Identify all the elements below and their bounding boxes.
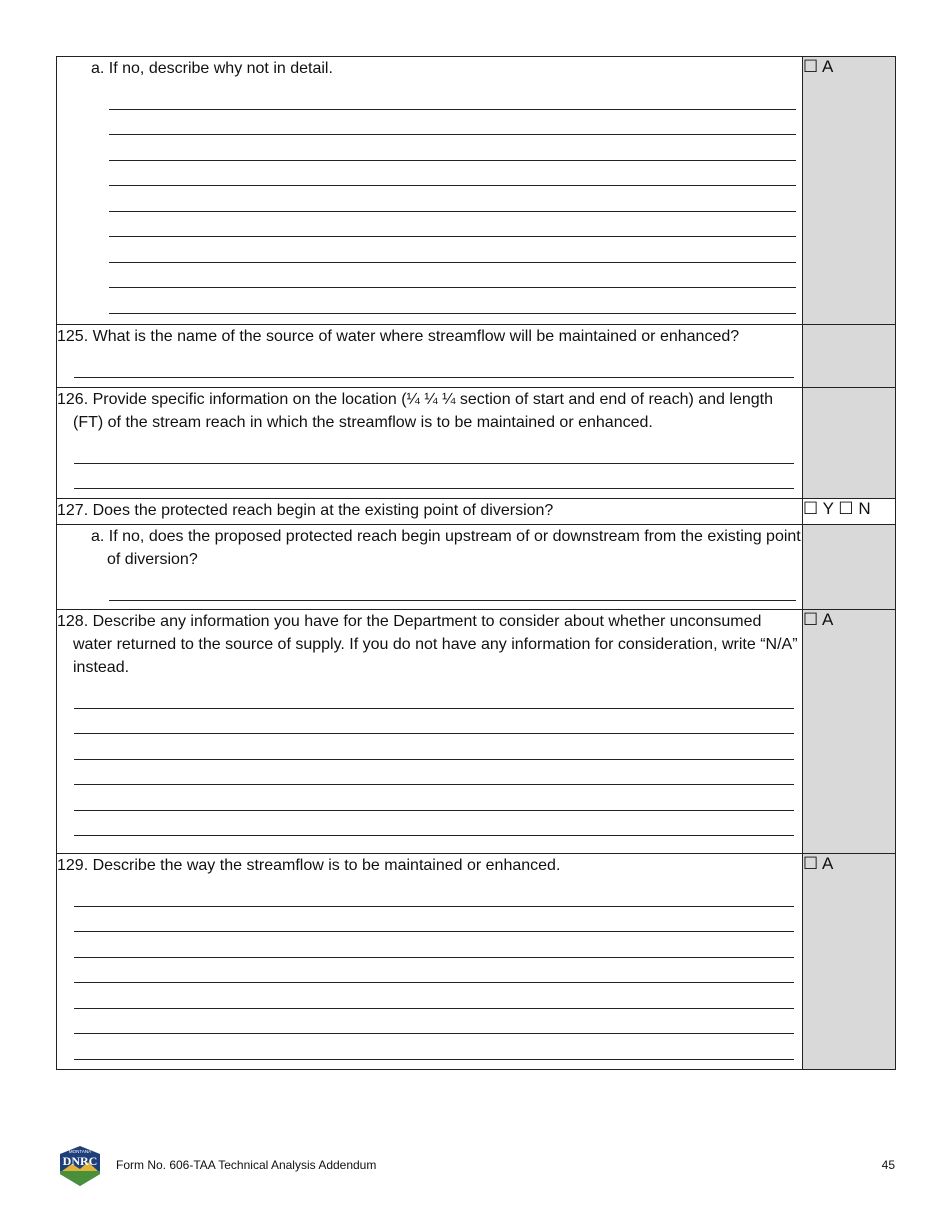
side-cell [803, 499, 896, 525]
logo-text: DNRC [62, 1154, 98, 1168]
answer-line[interactable] [109, 263, 796, 289]
answer-line[interactable] [109, 288, 796, 314]
answer-line[interactable] [109, 575, 796, 601]
answer-lines[interactable] [109, 575, 796, 601]
answer-line[interactable] [109, 84, 796, 110]
question-cell [57, 499, 803, 525]
side-cell [803, 610, 896, 854]
answer-line[interactable] [74, 683, 794, 709]
answer-line[interactable] [109, 161, 796, 187]
answer-line[interactable] [74, 983, 794, 1009]
answer-lines[interactable] [74, 352, 794, 378]
answer-line[interactable] [74, 811, 794, 837]
question-124a-text: a. If no, describe why not in detail. [91, 60, 333, 77]
answer-lines[interactable] [109, 84, 796, 314]
answer-line[interactable] [74, 709, 794, 735]
answer-lines[interactable] [74, 881, 794, 1060]
answer-line[interactable] [109, 135, 796, 161]
answer-line[interactable] [74, 464, 794, 490]
row-128 [57, 610, 896, 854]
answer-line[interactable] [109, 237, 796, 263]
question-129-text: 129. Describe the way the streamflow is to be maintained or enhanced. [57, 857, 561, 874]
answer-line[interactable] [109, 186, 796, 212]
question-cell [57, 525, 803, 610]
answer-line[interactable] [74, 1009, 794, 1035]
row-129 [57, 854, 896, 1070]
side-cell [803, 388, 896, 499]
question-127-text: 127. Does the protected reach begin at the existing point of diversion? [57, 502, 554, 519]
answer-line[interactable] [109, 212, 796, 238]
question-128-text: 128. Describe any information you have for the Department to consider about whether unconsumed water returned to the source of supply. If you do not have any information for consideration, write “N/A” instead. [57, 613, 798, 676]
answer-line[interactable] [74, 438, 794, 464]
answer-line[interactable] [74, 734, 794, 760]
answer-line[interactable] [74, 932, 794, 958]
row-127a [57, 525, 896, 610]
form-number: Form No. 606-TAA Technical Analysis Addendum [116, 1158, 377, 1172]
checkbox-a[interactable]: ☐ A [803, 854, 834, 873]
logo-top-text: MONTANA [68, 1149, 92, 1154]
row-127 [57, 499, 896, 525]
answer-line[interactable] [109, 110, 796, 136]
question-126-text: 126. Provide specific information on the location (¼ ¼ ¼ section of start and end of reach) and length (FT) of the stream reach in which the streamflow is to be maintained or enhanced. [57, 391, 773, 431]
row-126 [57, 388, 896, 499]
question-cell [57, 388, 803, 499]
answer-line[interactable] [74, 785, 794, 811]
answer-line[interactable] [74, 907, 794, 933]
question-cell [57, 610, 803, 854]
side-cell [803, 325, 896, 388]
page-number: 45 [881, 1158, 895, 1172]
answer-lines[interactable] [74, 438, 794, 489]
answer-lines[interactable] [74, 683, 794, 836]
checkbox-a[interactable]: ☐ A [803, 610, 834, 629]
checkbox-yes-no[interactable]: ☐ Y ☐ N [803, 499, 871, 518]
answer-line[interactable] [74, 1034, 794, 1060]
answer-line[interactable] [74, 352, 794, 378]
question-127a-text: a. If no, does the proposed protected reach begin upstream of or downstream from the existing point of diversion? [91, 528, 801, 568]
side-cell [803, 57, 896, 325]
answer-line[interactable] [74, 760, 794, 786]
row-125 [57, 325, 896, 388]
question-125-text: 125. What is the name of the source of water where streamflow will be maintained or enhanced? [57, 328, 740, 345]
side-cell [803, 854, 896, 1070]
form-table [56, 56, 896, 1070]
question-cell [57, 325, 803, 388]
question-cell [57, 57, 803, 325]
question-cell [57, 854, 803, 1070]
page-footer [56, 1144, 895, 1188]
dnrc-logo [56, 1144, 104, 1188]
answer-line[interactable] [74, 881, 794, 907]
row-124a [57, 57, 896, 325]
checkbox-a[interactable]: ☐ A [803, 57, 834, 76]
answer-line[interactable] [74, 958, 794, 984]
side-cell [803, 525, 896, 610]
